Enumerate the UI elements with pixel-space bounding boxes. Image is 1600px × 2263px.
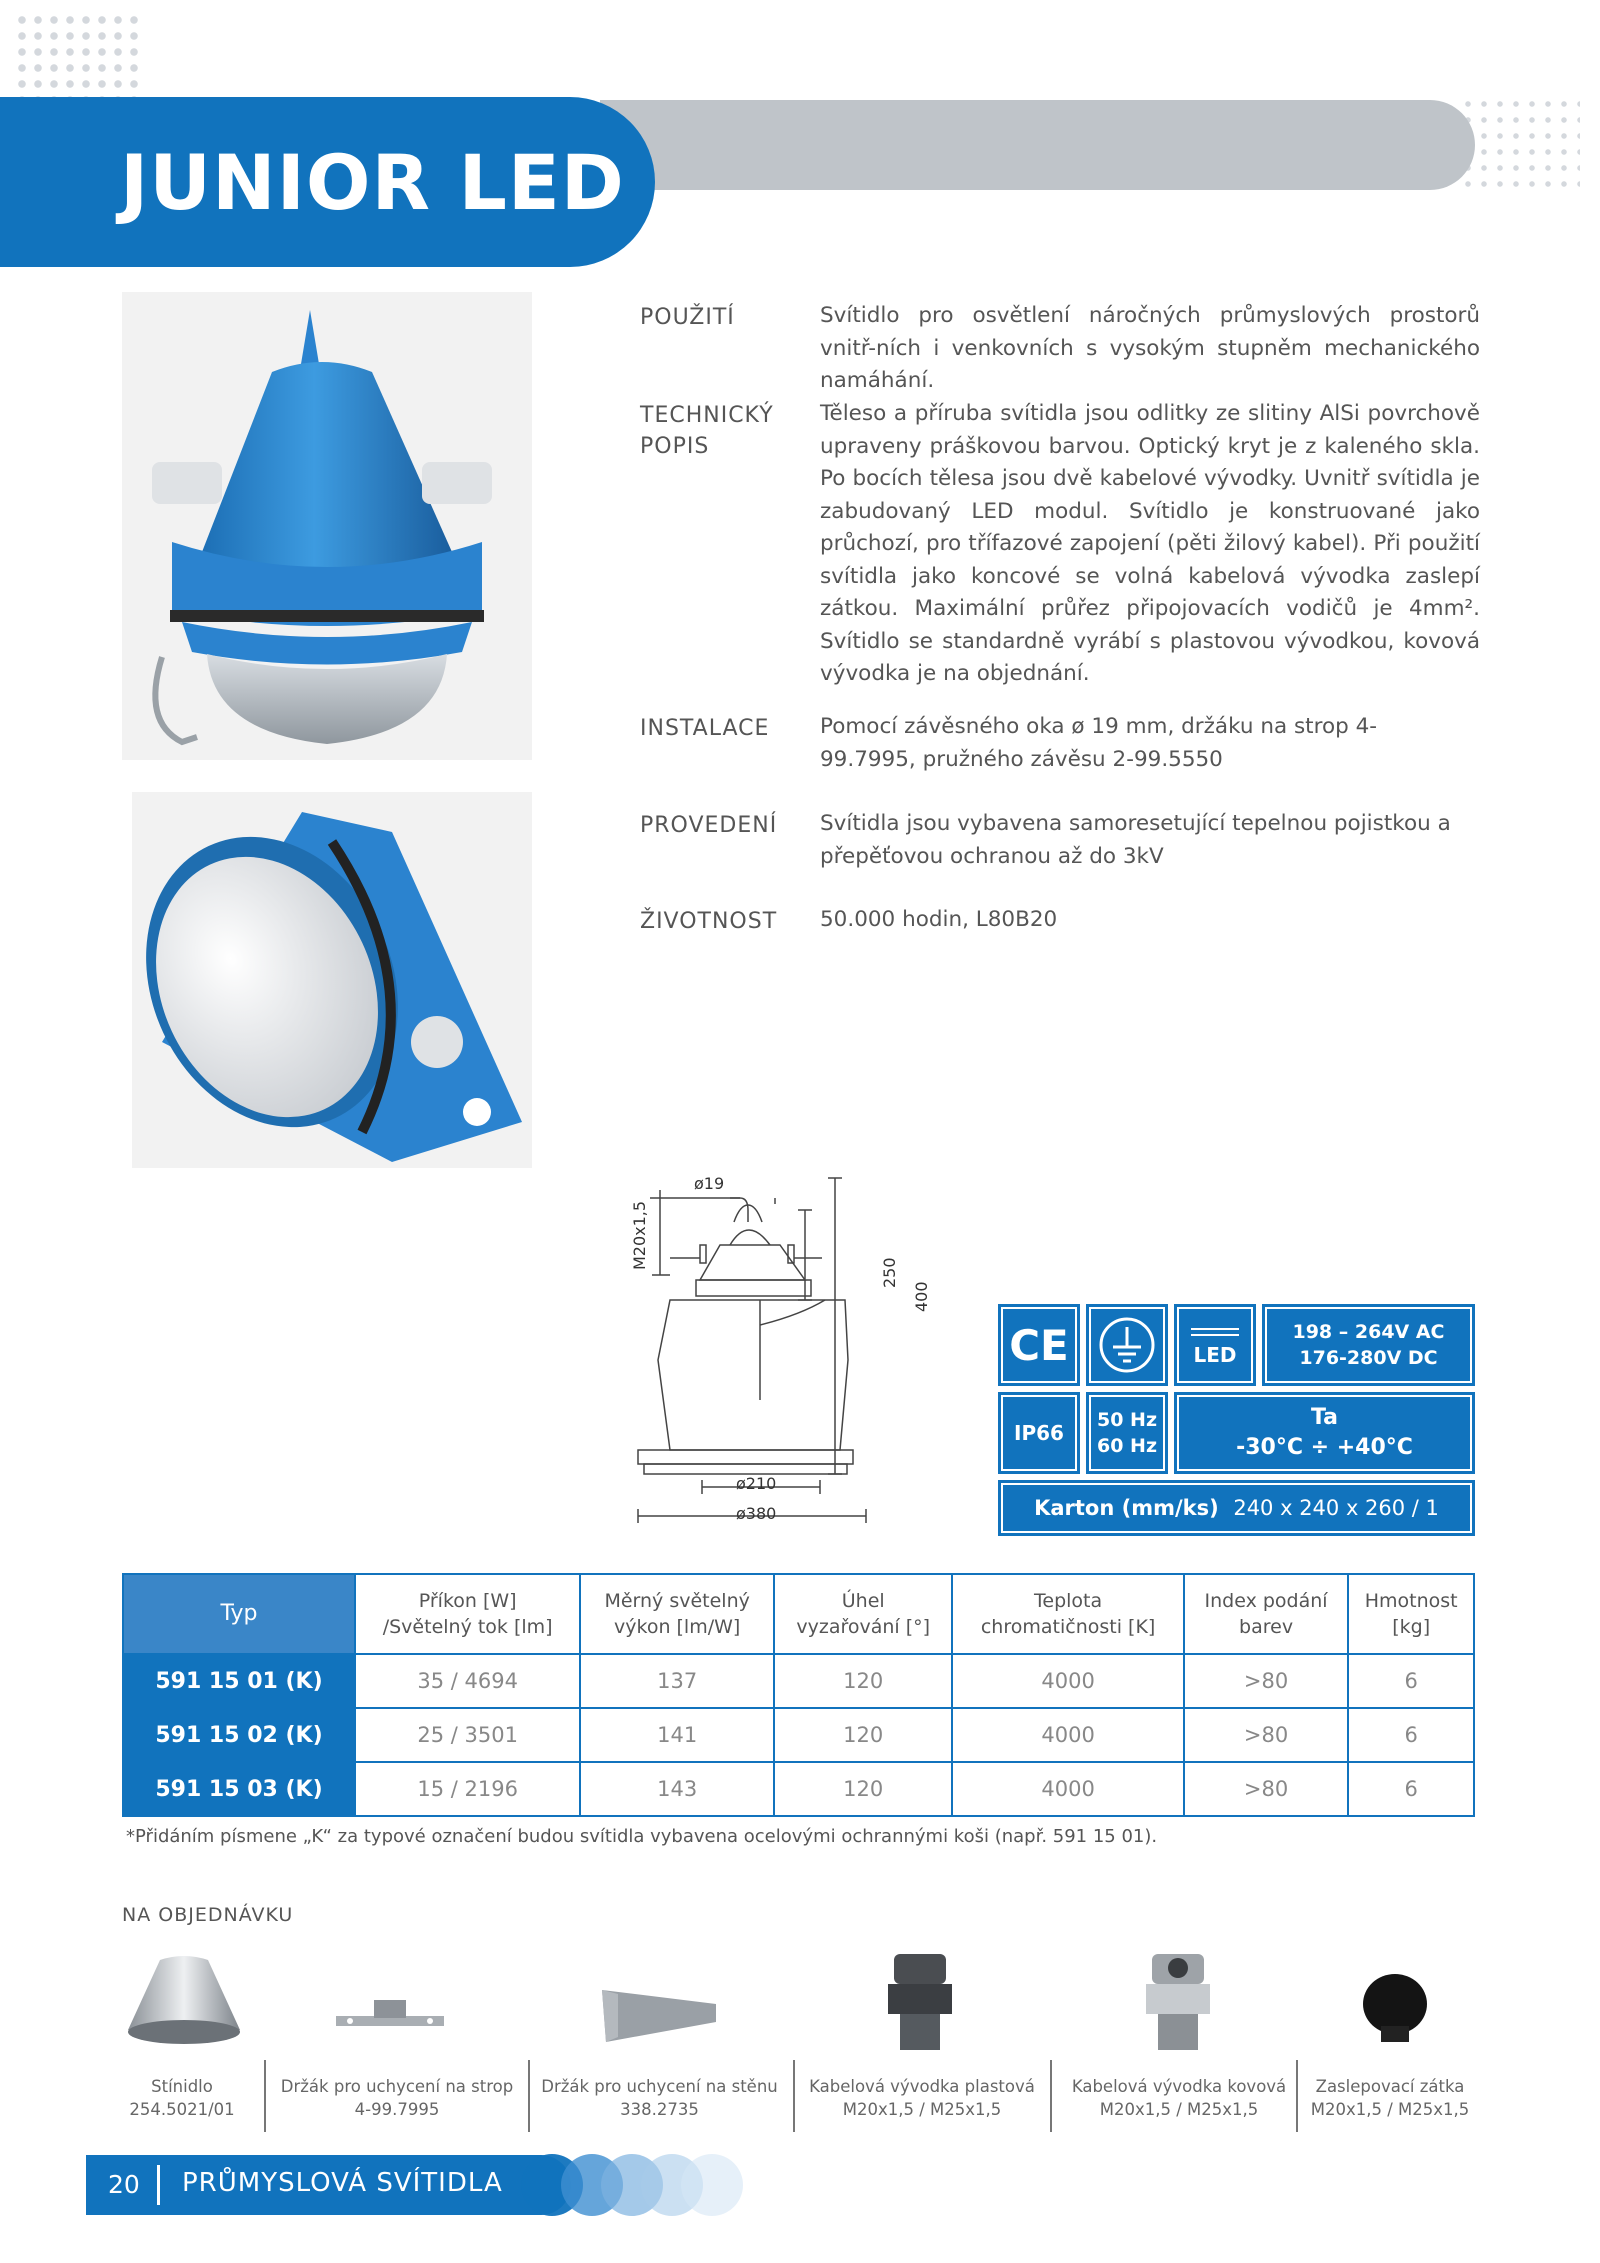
footer-section-title: PRŮMYSLOVÁ SVÍTIDLA [182,2168,503,2198]
drawing-height-250: 250 [880,1257,899,1288]
col-header-merny-vykon: Měrný světelný výkon [lm/W] [580,1574,774,1654]
packaging-badge: Karton (mm/ks) 240 x 240 x 260 / 1 [998,1480,1475,1536]
accessory-divider [793,2060,795,2132]
cell-index: >80 [1184,1708,1349,1762]
decorative-dot-grid-right [1460,96,1580,192]
cell-index: >80 [1184,1654,1349,1708]
col-header-typ: Typ [123,1574,355,1654]
protective-earth-icon [1097,1315,1157,1375]
cell-teplota: 4000 [952,1708,1183,1762]
product-photo-front [122,292,532,760]
cell-merny: 143 [580,1762,774,1816]
accessory-plastic-gland: Kabelová vývodka plastová M20x1,5 / M25x1,5 [809,2077,1035,2119]
spec-label-technicky-popis: TECHNICKÝ POPIS [640,403,774,459]
page-number: 20 [108,2170,140,2199]
cell-prikon: 25 / 3501 [355,1708,580,1762]
cell-typ: 591 15 02 (K) [123,1708,355,1762]
cell-merny: 141 [580,1708,774,1762]
cell-typ: 591 15 01 (K) [123,1654,355,1708]
accessories-title: NA OBJEDNÁVKU [122,1904,294,1926]
cell-uhel: 120 [774,1708,952,1762]
drawing-thread-label: M20x1,5 [630,1200,649,1270]
accessory-divider [1296,2060,1298,2132]
drawing-diameter-380: ø380 [736,1504,777,1523]
cell-uhel: 120 [774,1762,952,1816]
earth-class-badge [1086,1304,1168,1386]
col-header-index: Index podání barev [1184,1574,1349,1654]
drawing-diameter-210: ø210 [736,1474,777,1493]
cell-teplota: 4000 [952,1762,1183,1816]
cell-uhel: 120 [774,1654,952,1708]
product-variants-table [122,1573,1475,1817]
cell-hmotnost: 6 [1348,1708,1474,1762]
voltage-badge: 198 – 264V AC 176-280V DC [1262,1304,1475,1386]
accessory-divider [264,2060,266,2132]
ce-mark-badge [998,1304,1080,1386]
cell-typ: 591 15 03 (K) [123,1762,355,1816]
accessory-divider [1050,2060,1052,2132]
spec-label-provedeni: PROVEDENÍ [640,813,778,838]
cell-teplota: 4000 [952,1654,1183,1708]
col-header-prikon: Příkon [W] /Světelný tok [lm] [355,1574,580,1654]
cell-merny: 137 [580,1654,774,1708]
table-row [123,1762,1474,1816]
table-row [123,1708,1474,1762]
page-title: JUNIOR LED [120,138,625,227]
cell-prikon: 35 / 4694 [355,1654,580,1708]
plastic-gland-icon [880,1950,960,2055]
wall-bracket-icon [598,1982,723,2052]
footer-circles-decoration [520,2153,760,2217]
cell-hmotnost: 6 [1348,1762,1474,1816]
accessory-blanking-plug: Zaslepovací zátka M20x1,5 / M25x1,5 [1310,2077,1470,2119]
decorative-dot-grid [14,12,144,102]
spec-text-technicky-popis: Těleso a příruba svítidla jsou odlitky ze slitiny AlSi povrchově upraveny práškovou barvou. Optický kryt je z kaleného skla. Po bocích tělesa jsou dvě kabelové vývodky. Uvnitř svítidla je zabudovaný LED modul. Svítidlo je konstruované jako průchozí, pro třífazové zapojení (pěti žilový kabel). Při použití svítidla jako koncové se volná kabelová vývodka zaslepí zátkou. Maximální průřez připojovacích vodičů je 4mm². Svítidlo se standardně vyrábí s plastovou vývodkou, kovová vývodka je na objednání. [820,401,1480,686]
ip-rating-badge: IP66 [998,1392,1080,1474]
accessory-wall-bracket: Držák pro uchycení na stěnu 338.2735 [541,2077,778,2119]
ambient-temperature-badge: Ta -30°C ÷ +40°C [1174,1392,1475,1474]
spec-label-instalace: INSTALACE [640,716,770,741]
cell-index: >80 [1184,1762,1349,1816]
spec-label-zivotnost: ŽIVOTNOST [640,909,778,934]
product-photo-angled [132,792,532,1168]
shade-icon [120,1952,248,2052]
col-header-uhel: Úhel vyzařování [°] [774,1574,952,1654]
frequency-badge: 50 Hz 60 Hz [1086,1392,1168,1474]
led-badge: LED [1174,1304,1256,1386]
header-grey-band [600,100,1475,190]
drawing-eye-diameter: ø19 [694,1174,725,1193]
drawing-height-400: 400 [912,1281,931,1312]
accessory-metal-gland: Kabelová vývodka kovová M20x1,5 / M25x1,5 [1071,2077,1287,2119]
led-strip-icon [1185,1323,1245,1343]
blanking-plug-icon [1355,1968,1435,2048]
dimension-drawing [630,1150,970,1540]
accessory-ceiling-bracket: Držák pro uchycení na strop 4-99.7995 [280,2077,514,2119]
col-header-hmotnost: Hmotnost [kg] [1348,1574,1474,1654]
col-header-teplota: Teplota chromatičnosti [K] [952,1574,1183,1654]
spec-text-instalace: Pomocí závěsného oka ø 19 mm, držáku na strop 4-99.7995, pružného závěsu 2-99.5550 [820,714,1378,772]
ceiling-bracket-icon [330,1992,450,2042]
spec-text-pouziti: Svítidlo pro osvětlení náročných průmyslových prostorů vnitř-ních i venkovních s vysokým stupněm mechanického namáhání. [820,303,1480,393]
table-row [123,1654,1474,1708]
metal-gland-icon [1138,1950,1218,2055]
spec-text-zivotnost: 50.000 hodin, L80B20 [820,907,1058,932]
footer-divider [157,2165,160,2205]
cell-hmotnost: 6 [1348,1654,1474,1708]
table-footnote: *Přidáním písmene „K“ za typové označení budou svítidla vybavena ocelovými ochrannými koši (např. 591 15 01). [126,1826,1158,1847]
cell-prikon: 15 / 2196 [355,1762,580,1816]
spec-text-provedeni: Svítidla jsou vybavena samoresetující tepelnou pojistkou a přepěťovou ochranou až do 3kV [820,811,1451,869]
table-header-row [123,1574,1474,1654]
accessory-divider [528,2060,530,2132]
ce-icon: CE [1009,1320,1069,1370]
spec-label-pouziti: POUŽITÍ [640,305,735,330]
accessory-shade: Stínidlo 254.5021/01 [129,2077,235,2119]
